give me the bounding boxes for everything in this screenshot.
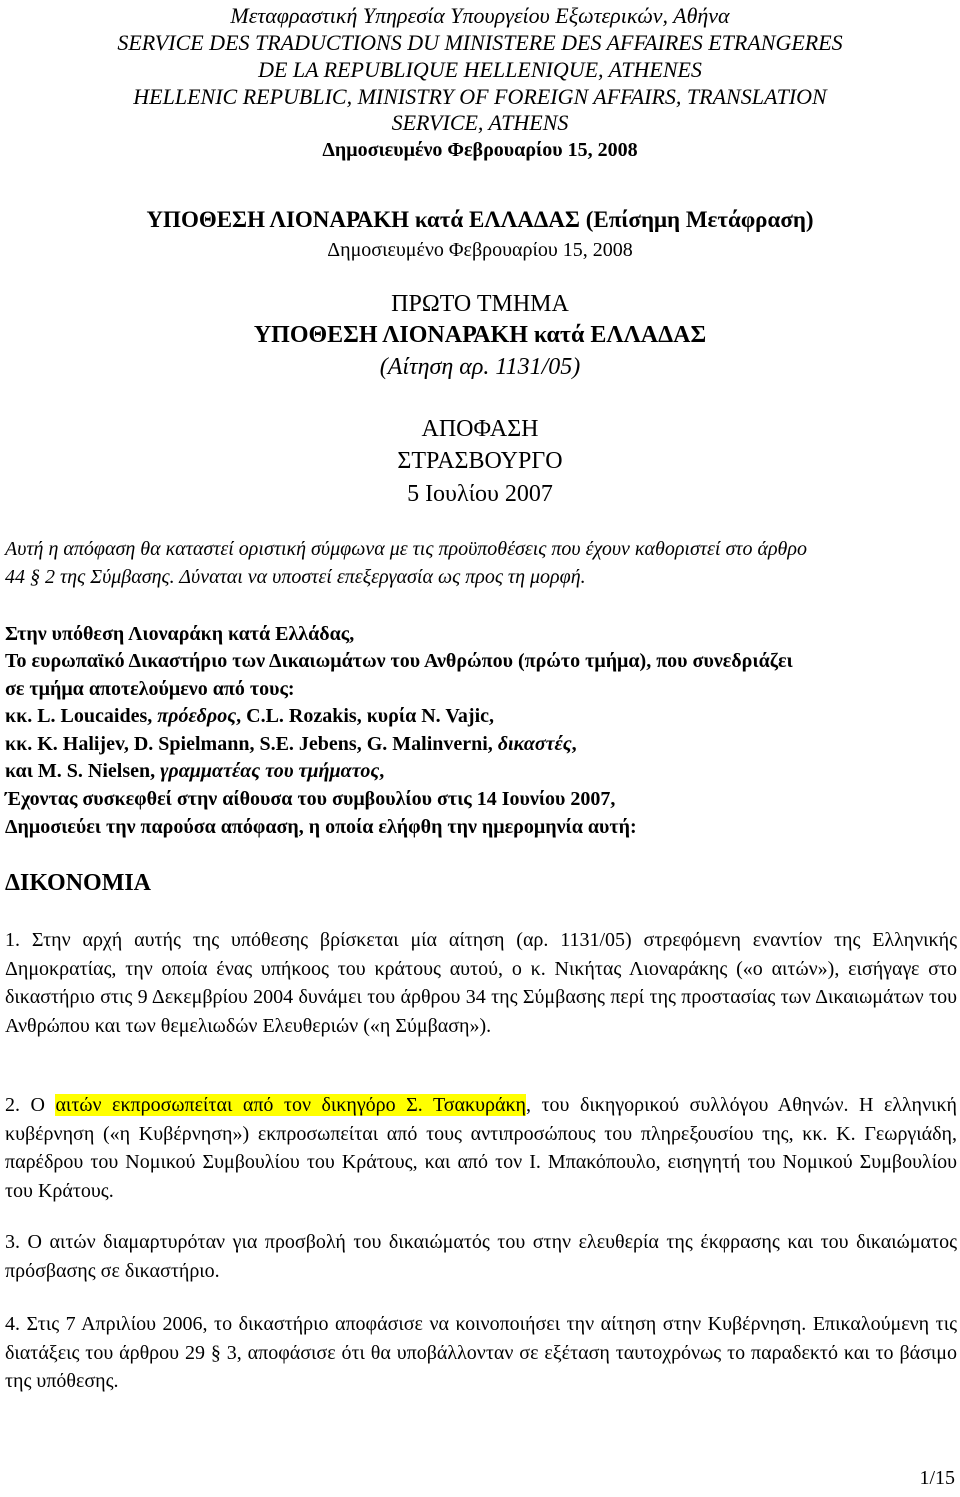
court-line-6-role: γραμματέας του τμήματος (160, 760, 380, 782)
court-line-5-part-c: , (571, 733, 577, 755)
court-line-4-role: πρόεδρος (157, 705, 237, 727)
court-line-5 (5, 732, 957, 756)
highlighted-text: αιτών εκπροσωπείται από τον δικηγόρο Σ. Τσακυράκη (55, 1094, 527, 1116)
page-number: 1/15 (919, 1467, 955, 1489)
paragraph-1: 1. Στην αρχή αυτής της υπόθεσης βρίσκεται μία αίτηση (αρ. 1131/05) στρεφόμενη εναντίον της Ελληνικής Δημοκρατίας, την οποία ένας υπήκοος του κράτους αυτού, ο κ. Νικήτας Λιοναράκης («ο αιτών»), εισήγαγε στο δικαστήριο στις 9 Δεκεμβρίου 2004 δυνάμει του άρθρου 34 της Σύμβασης περί της προστασίας των Δικαιωμάτων του Ανθρώπου και των θεμελιωδών Ελευθεριών («η Σύμβαση»). (5, 929, 957, 1037)
header-line-3: DE LA REPUBLIQUE HELLENIQUE, ATHENES (258, 57, 702, 82)
case-published-date: Δημοσιευμένο Φεβρουαρίου 15, 2008 (327, 239, 633, 261)
court-line-6-part-a: και M. S. Nielsen, (5, 760, 161, 782)
header-line-5: SERVICE, ATHENS (391, 110, 569, 135)
court-line-7: Έχοντας συσκεφθεί στην αίθουσα του συμβουλίου στις 14 Ιουνίου 2007, (5, 788, 616, 810)
decision-city: ΣΤΡΑΣΒΟΥΡΓΟ (397, 448, 563, 474)
header-line-1: Μεταφραστική Υπηρεσία Υπουργείου Εξωτερικών, Αθήνα (230, 3, 730, 28)
paragraph-2-rest: , του δικηγορικού συλλόγου Αθηνών. Η ελληνική κυβέρνηση («η Κυβέρνηση») εκπροσωπείται από τους αντιπροσώπους του πληρεξουσίου της, κκ. Κ. Γεωργιάδη, παρέδρου του Νομικού Συμβουλίου του Κράτους, και από τον Ι. Μπακόπουλο, εισηγητή του Νομικού Συμβουλίου του Κράτους. (5, 1094, 957, 1202)
notice-line-2: 44 § 2 της Σύμβασης. Δύναται να υποστεί επεξεργασία ως προς τη μορφή. (5, 566, 586, 588)
court-line-8: Δημοσιεύει την παρούσα απόφαση, η οποία ελήφθη την ημερομηνία αυτή: (5, 816, 637, 838)
section-title: ΠΡΩΤΟ ΤΜΗΜΑ (391, 291, 569, 317)
court-line-4-part-a: κκ. L. Loucaides, (5, 705, 158, 727)
paragraph-3: 3. Ο αιτών διαμαρτυρόταν για προσβολή του δικαιώματός του στην ελευθερία της έκφρασης και του δικαιώματος πρόσβασης σε δικαστήριο. (5, 1231, 957, 1282)
case-title: ΥΠΟΘΕΣΗ ΛΙΟΝΑΡΑΚΗ κατά ΕΛΛΑΔΑΣ (Επίσημη Μετάφραση) (146, 207, 814, 232)
header-line-4: HELLENIC REPUBLIC, MINISTRY OF FOREIGN AFFAIRS, TRANSLATION (133, 84, 827, 109)
header-published-date: Δημοσιευμένο Φεβρουαρίου 15, 2008 (322, 139, 638, 161)
decision-label: ΑΠΟΦΑΣΗ (421, 416, 539, 442)
paragraph-2-start: 2. Ο (5, 1094, 56, 1116)
header-line-2: SERVICE DES TRADUCTIONS DU MINISTERE DES AFFAIRES ETRANGERES (117, 30, 843, 55)
notice-line-1: Αυτή η απόφαση θα καταστεί οριστική σύμφωνα με τις προϋποθέσεις που έχουν καθοριστεί στο άρθρο (5, 538, 807, 560)
court-line-6 (5, 759, 957, 783)
court-line-4 (5, 704, 957, 728)
court-line-6-part-c: , (379, 760, 385, 782)
application-number: (Αίτηση αρ. 1131/05) (379, 354, 581, 380)
court-line-2: Το ευρωπαϊκό Δικαστήριο των Δικαιωμάτων του Ανθρώπου (πρώτο τμήμα), που συνεδριάζει (5, 650, 793, 672)
procedure-heading: ΔΙΚΟΝΟΜΙΑ (5, 870, 152, 896)
paragraph-2 (5, 1091, 957, 1205)
court-line-5-part-a: κκ. K. Halijev, D. Spielmann, S.E. Jebens, G. Malinverni, (5, 733, 498, 755)
decision-date: 5 Ιουλίου 2007 (407, 481, 553, 507)
court-line-3: σε τμήμα αποτελούμενο από τους: (5, 678, 295, 700)
court-line-5-role: δικαστές (497, 733, 572, 755)
case-name: ΥΠΟΘΕΣΗ ΛΙΟΝΑΡΑΚΗ κατά ΕΛΛΑΔΑΣ (253, 322, 707, 348)
court-line-4-part-c: , C.L. Rozakis, κυρία N. Vajic, (236, 705, 495, 727)
paragraph-4: 4. Στις 7 Απριλίου 2006, το δικαστήριο αποφάσισε να κοινοποιήσει την αίτηση στην Κυβέρνηση. Επικαλούμενη τις διατάξεις του άρθρου 29 § 3, αποφάσισε ότι θα υποβάλλονταν σε εξέταση ταυτοχρόνως το παραδεκτό και το βάσιμο της υπόθεσης. (5, 1313, 957, 1393)
court-line-1: Στην υπόθεση Λιοναράκη κατά Ελλάδας, (5, 623, 355, 645)
